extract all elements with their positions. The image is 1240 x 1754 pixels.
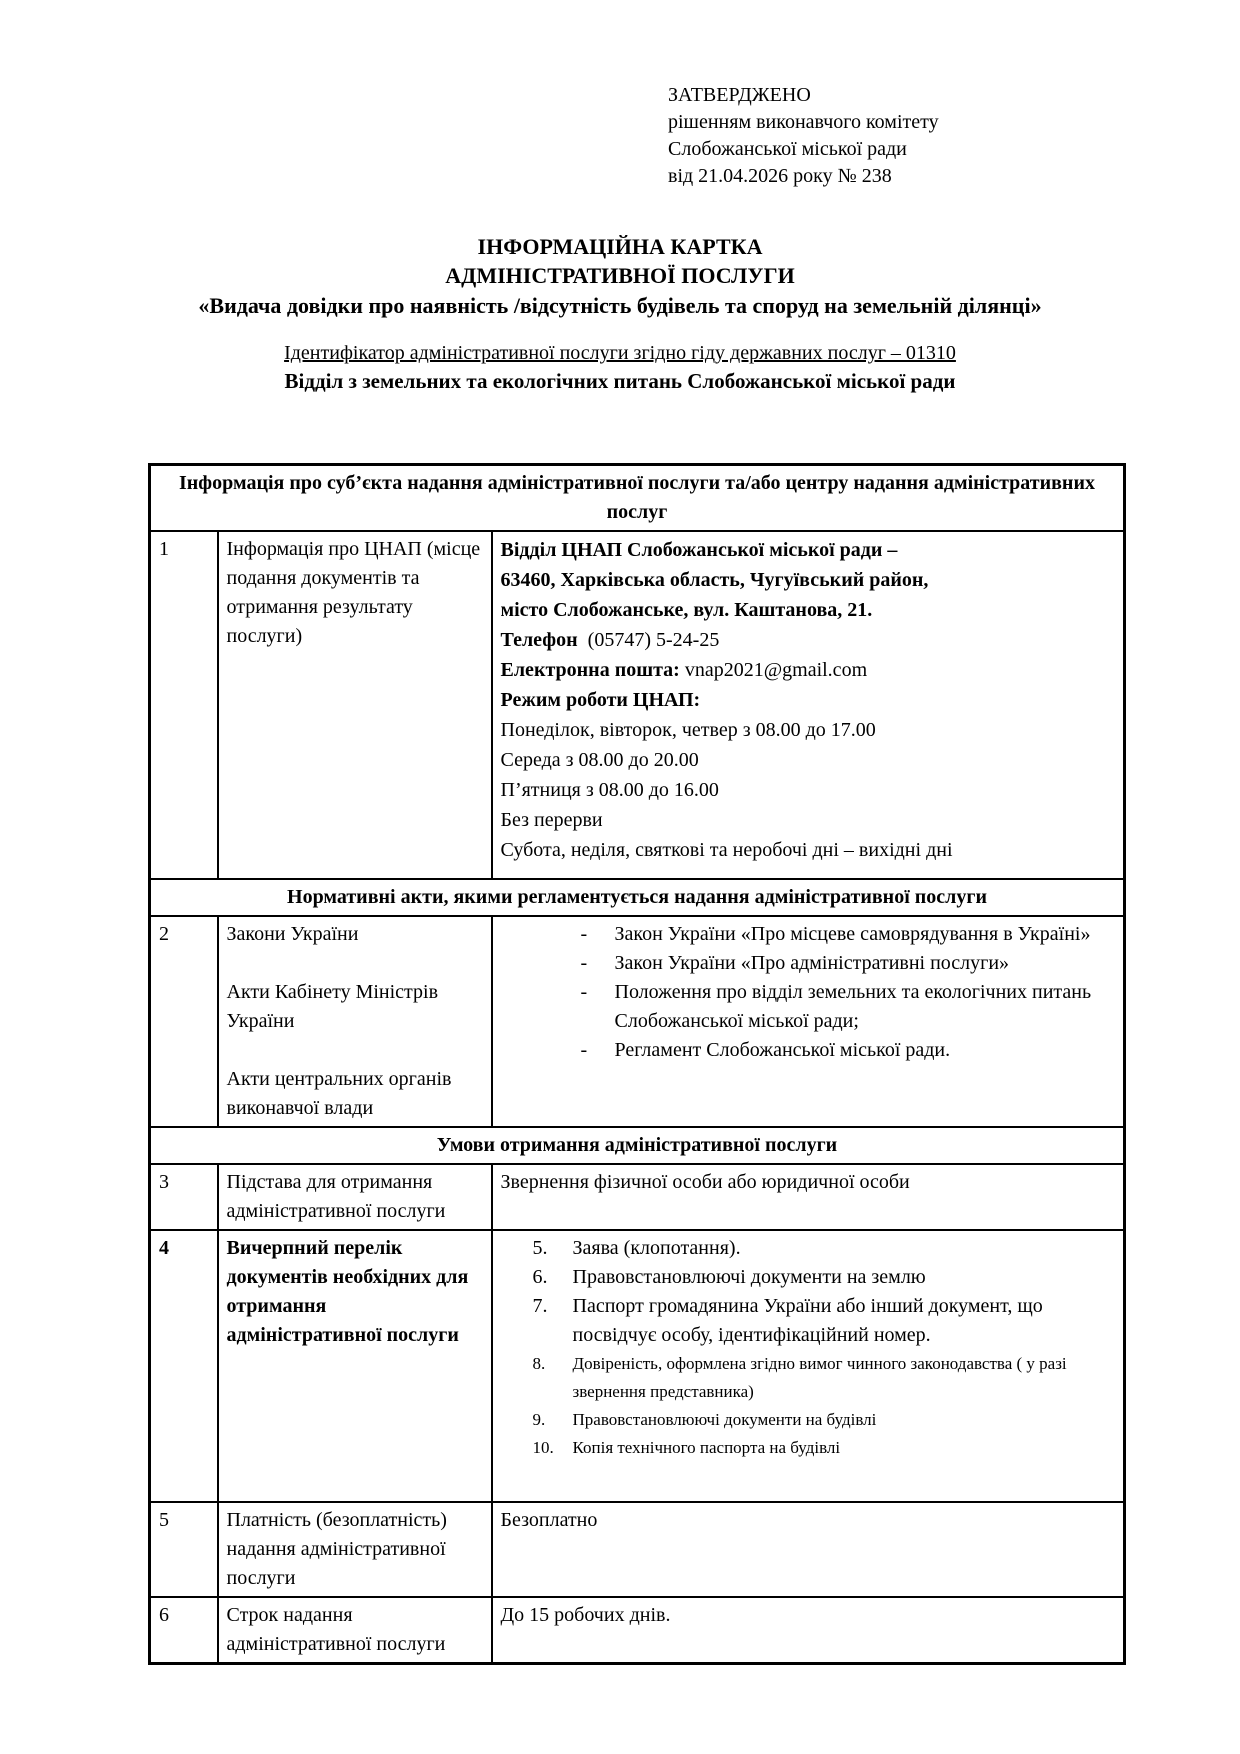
item-number: 8. [532,1354,546,1373]
schedule-line: Середа з 08.00 до 20.00 [500,749,699,771]
table-row-5 [150,1502,1125,1597]
service-name: «Видача довідки про наявність /відсутність будівель та споруд на земельній ділянці» [198,293,1042,318]
row-number: 2 [150,916,218,1127]
table-row-1 [150,531,1125,879]
approval-block [668,82,939,190]
table-row-3 [150,1164,1125,1230]
cnap-address-line: 63460, Харківська область, Чугуївський район, [500,569,929,591]
row-value [492,531,1125,879]
table-row-4 [150,1230,1125,1502]
row-label: Вичерпний перелік документів необхідних для отримання адміністративної послуги [218,1230,492,1502]
row-value: До 15 робочих днів. [492,1597,1125,1664]
document-text: Заява (клопотання). [572,1237,741,1259]
email-label: Електронна пошта: [500,659,680,681]
legal-act-text: Закон України «Про місцеве самоврядування в Україні» [614,923,1091,945]
document-item [501,1406,1116,1434]
document-item [501,1350,1116,1406]
schedule-line: Без перерви [500,809,603,831]
cnap-address-line: Відділ ЦНАП Слобожанської міської ради – [500,539,898,561]
dash-bullet: - [580,923,588,945]
item-number: 5. [532,1237,548,1259]
section-header-legal-acts [150,879,1125,916]
section-header-conditions [150,1127,1125,1164]
dash-bullet: - [580,1039,588,1061]
document-text: Правовстановлюючі документи на будівлі [572,1410,877,1429]
table-row-6 [150,1597,1125,1664]
section-header-subject [150,465,1125,532]
item-number: 6. [532,1266,548,1288]
document-text: Копія технічного паспорта на будівлі [572,1438,841,1457]
legal-act-item [501,1036,1116,1065]
schedule-line: Понеділок, вівторок, четвер з 08.00 до 17.00 [500,719,876,741]
legal-act-text: Закон України «Про адміністративні послуги» [614,952,1010,974]
email-value: vnap2021@gmail.com [679,659,868,681]
law-type: Закони України [226,923,359,945]
section-title: Умови отримання адміністративної послуги [150,1127,1125,1164]
legal-act-text: Регламент Слобожанської міської ради. [614,1039,951,1061]
cnap-phone [501,625,1116,655]
law-type: Акти центральних органів виконавчої влади [226,1068,452,1119]
document-text: Довіреність, оформлена згідно вимог чинного законодавства ( у разі звернення представника) [572,1354,1067,1401]
item-number: 9. [532,1410,546,1429]
row-label: Підстава для отримання адміністративної послуги [218,1164,492,1230]
legal-act-item [501,949,1116,978]
row-label: Платність (безоплатність) надання адміністративної послуги [218,1502,492,1597]
dash-bullet: - [580,952,588,974]
phone-value: (05747) 5-24-25 [577,629,720,651]
law-type: Акти Кабінету Міністрів України [226,981,439,1032]
cnap-address-line: місто Слобожанське, вул. Каштанова, 21. [500,599,873,621]
document-item [501,1234,1116,1263]
dash-bullet: - [580,981,588,1003]
legal-act-text: Положення про відділ земельних та екологічних питань Слобожанської міської ради; [614,981,1092,1032]
info-table [148,463,1126,1665]
row-value: Звернення фізичної особи або юридичної особи [492,1164,1125,1230]
cnap-email [501,655,1116,685]
schedule-line: Субота, неділя, святкові та неробочі дні – вихідні дні [500,839,953,861]
phone-label: Телефон [500,629,578,651]
item-number: 7. [532,1295,548,1317]
section-title: Інформація про суб’єкта надання адміністративної послуги та/або центру надання адміністративних послуг [150,465,1125,532]
approval-line-date-number: від 21.04.2026 року № 238 [668,165,892,187]
item-number: 10. [532,1438,554,1457]
row-label: Строк надання адміністративної послуги [218,1597,492,1664]
document-item [501,1263,1116,1292]
row-label [218,916,492,1127]
table-row-2 [150,916,1125,1127]
department-name: Відділ з земельних та екологічних питань Слобожанської міської ради [284,369,956,393]
row-number: 5 [150,1502,218,1597]
schedule-label: Режим роботи ЦНАП: [500,689,701,711]
service-identifier: Ідентифікатор адміністративної послуги згідно гіду державних послуг – 01310 [284,342,956,364]
section-title: Нормативні акти, якими регламентується надання адміністративної послуги [150,879,1125,916]
approval-line-decision: рішенням виконавчого комітету [668,111,939,133]
document-item [501,1292,1116,1350]
subtitle-block [0,340,1240,395]
row-value: Безоплатно [492,1502,1125,1597]
row-number: 6 [150,1597,218,1664]
row-number: 4 [150,1230,218,1502]
document-text: Правовстановлюючі документи на землю [572,1266,926,1288]
approval-line-council: Слобожанської міської ради [668,138,907,160]
title-block [0,232,1240,320]
page-title-line2: АДМІНІСТРАТИВНОЇ ПОСЛУГИ [445,263,795,288]
legal-act-item [501,920,1116,949]
approval-line-approved: ЗАТВЕРДЖЕНО [668,84,811,106]
legal-act-item [501,978,1116,1036]
page-title-line1: ІНФОРМАЦІЙНА КАРТКА [477,234,763,259]
row-value [492,1230,1125,1502]
row-label: Інформація про ЦНАП (місце подання документів та отримання результату послуги) [218,531,492,879]
document-item [501,1434,1116,1462]
row-number: 3 [150,1164,218,1230]
document-text: Паспорт громадянина України або інший документ, що посвідчує особу, ідентифікаційний номер. [572,1295,1043,1346]
row-number: 1 [150,531,218,879]
row-value [492,916,1125,1127]
schedule-line: П’ятниця з 08.00 до 16.00 [500,779,719,801]
